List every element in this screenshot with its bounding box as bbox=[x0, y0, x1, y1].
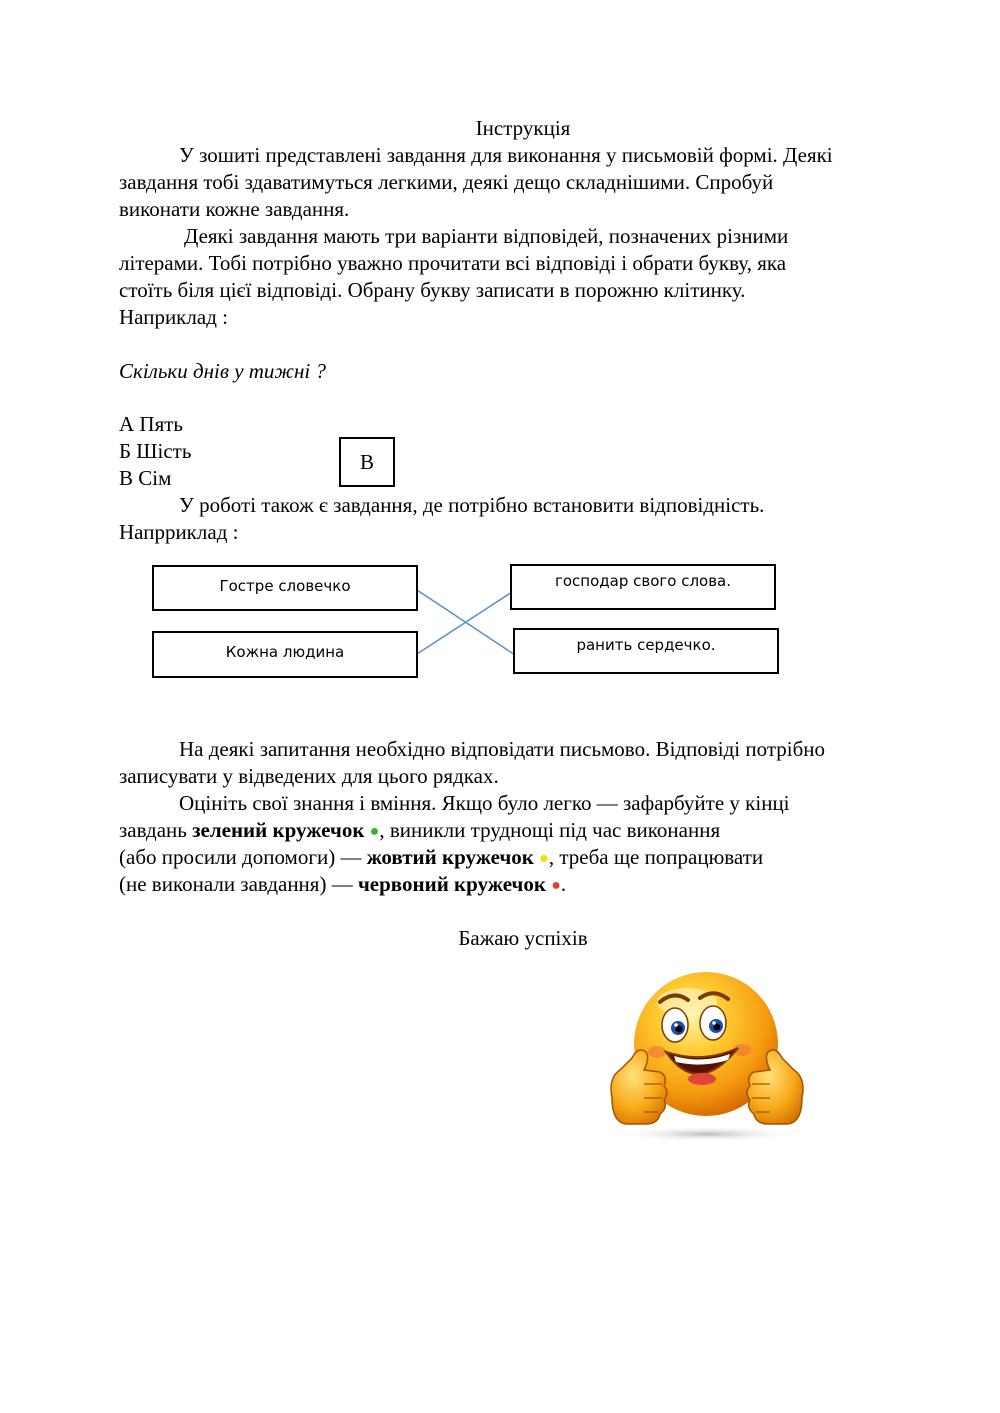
match-left-1-label: Гостре словечко bbox=[219, 577, 351, 595]
intro-line: Наприклад : bbox=[119, 305, 228, 329]
intro-line: Деякі завдання мають три варіанти відповідей, позначених різними bbox=[184, 224, 789, 248]
assessment-text: завдань bbox=[119, 818, 193, 842]
match-left-2-label: Кожна людина bbox=[225, 643, 345, 661]
assessment-line bbox=[119, 817, 720, 845]
closing-text: Бажаю успіхів bbox=[458, 926, 588, 950]
match-right-2[interactable] bbox=[513, 628, 779, 674]
option-c: В Сім bbox=[119, 466, 172, 490]
red-circle-label: червоний кружечок bbox=[357, 872, 546, 896]
green-dot: ● bbox=[369, 823, 380, 840]
intro-line: літерами. Тобі потрібно уважно прочитати всі відповіді і обрати букву, яка bbox=[119, 251, 787, 275]
assessment-text: (або просили допомоги) — bbox=[119, 845, 367, 869]
red-dot: ● bbox=[551, 877, 561, 894]
match-left-1[interactable] bbox=[152, 565, 418, 611]
page-title: Інструкція bbox=[475, 116, 571, 140]
assessment-line: Оцініть свої знання і вміння. Якщо було легко — зафарбуйте у кінці bbox=[179, 791, 790, 815]
match-left-2[interactable] bbox=[152, 631, 418, 678]
option-b: Б Шість bbox=[119, 439, 192, 463]
matching-intro-line: У роботі також є завдання, де потрібно встановити відповідність. bbox=[179, 493, 765, 517]
intro-line: стоїть біля цієї відповіді. Обрану букву записати в порожню клітинку. bbox=[119, 278, 746, 302]
assessment-text: . bbox=[560, 872, 567, 896]
answer-box[interactable]: В bbox=[339, 437, 395, 487]
assessment-text: , треба ще попрацювати bbox=[548, 845, 764, 869]
option-a: А Пять bbox=[119, 412, 183, 436]
assessment-text: , виникли труднощі під час виконання bbox=[379, 818, 721, 842]
intro-line: завдання тобі здаватимуться легкими, деякі дещо складнішими. Спробуй bbox=[119, 170, 774, 194]
green-circle-label: зелений кружечок bbox=[192, 818, 365, 842]
connector-line bbox=[417, 592, 512, 654]
yellow-dot: ● bbox=[539, 850, 549, 867]
match-right-2-label: ранить сердечко. bbox=[576, 636, 716, 654]
yellow-circle-label: жовтий кружечок bbox=[366, 845, 534, 869]
assessment-line bbox=[119, 844, 763, 872]
smiley-thumbs-up-icon bbox=[602, 966, 812, 1146]
example-question: Скільки днів у тижні ? bbox=[119, 359, 326, 383]
intro-line: виконати кожне завдання. bbox=[119, 197, 350, 221]
assessment-text: (не виконали завдання) — bbox=[119, 872, 358, 896]
match-right-1-label: господар свого слова. bbox=[554, 572, 732, 590]
intro-line: У зошиті представлені завдання для виконання у письмовій формі. Деякі bbox=[179, 143, 833, 167]
assessment-line bbox=[119, 871, 566, 899]
match-right-1[interactable] bbox=[510, 564, 776, 610]
matching-intro-line: Напрриклад : bbox=[119, 520, 239, 544]
written-line: На деякі запитання необхідно відповідати письмово. Відповіді потрібно bbox=[179, 737, 826, 761]
written-line: записувати у відведених для цього рядках. bbox=[119, 764, 499, 788]
